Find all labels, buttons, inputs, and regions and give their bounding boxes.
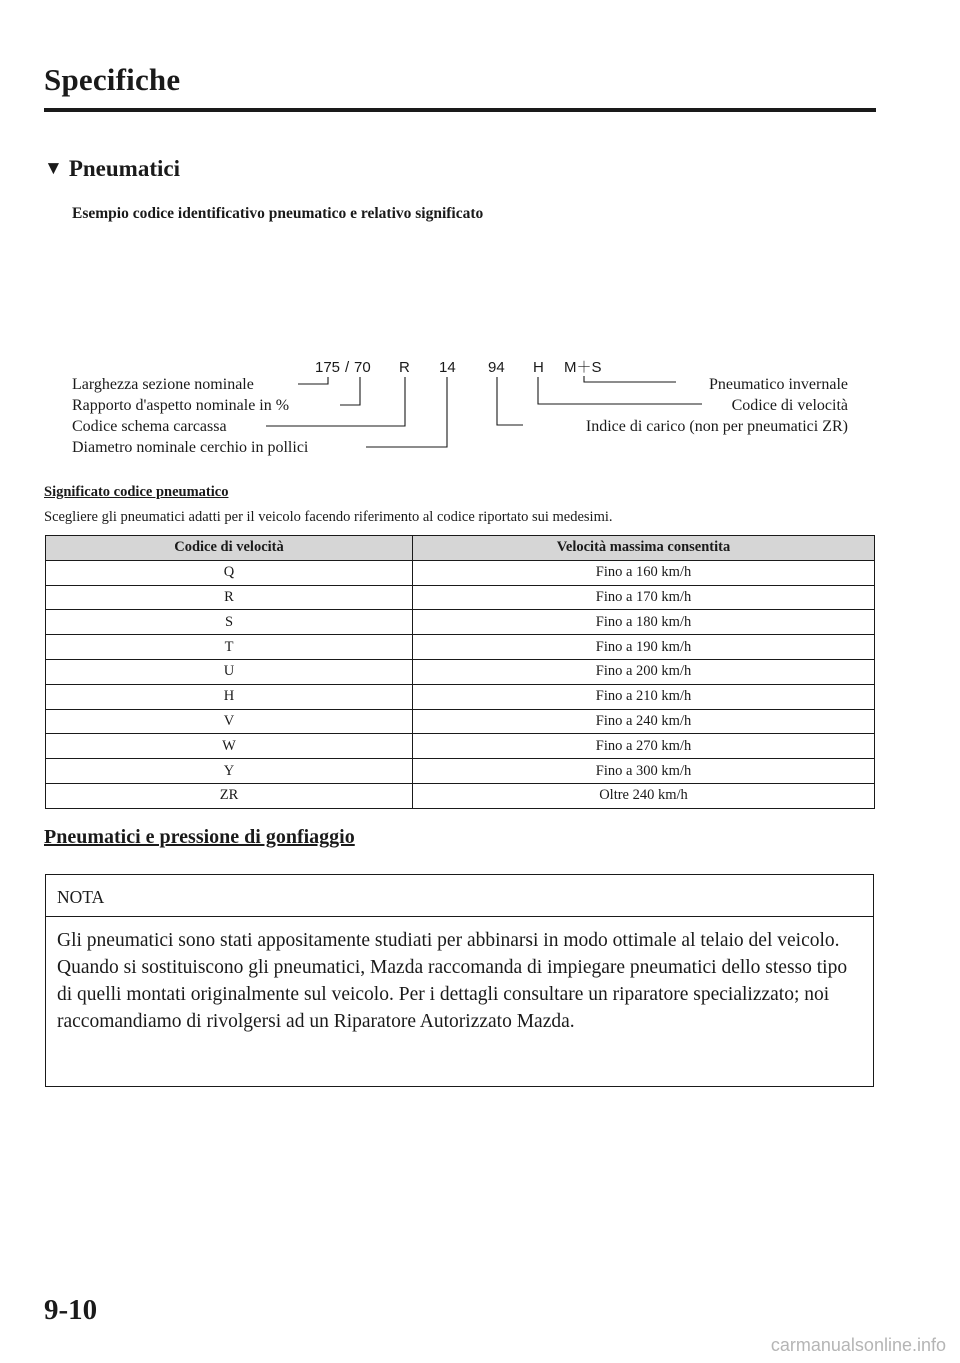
speed-code-table bbox=[45, 535, 875, 809]
code-175: 175 bbox=[315, 359, 341, 376]
code-slash: / bbox=[345, 359, 350, 376]
label-rim-diameter: Diametro nominale cerchio in pollici bbox=[72, 439, 309, 456]
page-number: 9-10 bbox=[44, 1294, 98, 1326]
tire-code-diagram bbox=[0, 340, 960, 465]
label-aspect-ratio: Rapporto d'aspetto nominale in % bbox=[72, 397, 290, 414]
label-load-index: Indice di carico (non per pneumatici ZR) bbox=[585, 418, 848, 435]
max-speed-cell: Fino a 210 km/h bbox=[413, 684, 875, 709]
section-title-text: Pneumatici bbox=[68, 156, 180, 181]
speed-code-cell: T bbox=[46, 635, 413, 660]
label-speed-code: Codice di velocità bbox=[731, 397, 848, 414]
note-paragraph: Quando si sostituiscono gli pneumatici, Mazda raccomanda di impiegare pneumatici dello stesso tipo di quelli montati originalmente sul veicolo. Per i dettagli consultare un riparatore specializzato; noi raccomandiamo di rivolgersi ad un Riparatore Autorizzato Mazda. bbox=[57, 957, 848, 1032]
table-row bbox=[46, 635, 875, 660]
column-header-speed-code: Codice di velocità bbox=[46, 536, 413, 561]
label-section-width: Larghezza sezione nominale bbox=[72, 376, 254, 393]
max-speed-cell: Fino a 180 km/h bbox=[413, 610, 875, 635]
table-row bbox=[46, 610, 875, 635]
triangle-down-icon: ▼ bbox=[44, 158, 63, 179]
code-94: 94 bbox=[488, 359, 505, 376]
table-row bbox=[46, 585, 875, 610]
max-speed-cell: Fino a 300 km/h bbox=[413, 759, 875, 784]
speed-code-cell: Q bbox=[46, 560, 413, 585]
table-header-row bbox=[46, 536, 875, 561]
leader-winter bbox=[584, 376, 676, 382]
code-70: 70 bbox=[354, 359, 371, 376]
max-speed-cell: Fino a 190 km/h bbox=[413, 635, 875, 660]
speed-code-cell: Y bbox=[46, 759, 413, 784]
table-row bbox=[46, 759, 875, 784]
max-speed-cell: Fino a 170 km/h bbox=[413, 585, 875, 610]
speed-code-cell: W bbox=[46, 734, 413, 759]
speed-code-cell: ZR bbox=[46, 783, 413, 808]
section-title bbox=[44, 156, 180, 182]
table-row bbox=[46, 734, 875, 759]
label-winter-tire: Pneumatico invernale bbox=[708, 376, 848, 393]
note-body bbox=[46, 917, 873, 1035]
note-box bbox=[45, 874, 874, 1087]
leader-rim bbox=[366, 377, 447, 447]
max-speed-cell: Fino a 160 km/h bbox=[413, 560, 875, 585]
meaning-text: Scegliere gli pneumatici adatti per il veicolo facendo riferimento al codice riportato sui medesimi. bbox=[44, 509, 613, 525]
code-14: 14 bbox=[439, 359, 456, 376]
code-r: R bbox=[399, 359, 410, 376]
column-header-max-speed: Velocità massima consentita bbox=[413, 536, 875, 561]
note-paragraph: Gli pneumatici sono stati appositamente studiati per abbinarsi in modo ottimale al telaio del veicolo. bbox=[57, 930, 840, 951]
max-speed-cell: Fino a 240 km/h bbox=[413, 709, 875, 734]
example-caption: Esempio codice identificativo pneumatico e relativo significato bbox=[72, 205, 484, 222]
speed-code-cell: R bbox=[46, 585, 413, 610]
meaning-title: Significato codice pneumatico bbox=[44, 484, 229, 500]
leader-speed bbox=[538, 377, 702, 404]
page-header-title: Specifiche bbox=[44, 62, 181, 97]
max-speed-cell: Fino a 200 km/h bbox=[413, 659, 875, 684]
leader-load bbox=[497, 377, 523, 425]
speed-code-cell: V bbox=[46, 709, 413, 734]
leader-width bbox=[298, 377, 328, 384]
table-row bbox=[46, 783, 875, 808]
max-speed-cell: Fino a 270 km/h bbox=[413, 734, 875, 759]
watermark-link[interactable]: carmanualsonline.info bbox=[770, 1335, 946, 1355]
table-row bbox=[46, 684, 875, 709]
table-row bbox=[46, 560, 875, 585]
speed-code-cell: S bbox=[46, 610, 413, 635]
table-row bbox=[46, 659, 875, 684]
header-divider bbox=[44, 108, 876, 112]
table-row bbox=[46, 709, 875, 734]
subsection-title: Pneumatici e pressione di gonfiaggio bbox=[44, 826, 355, 848]
label-carcass: Codice schema carcassa bbox=[72, 418, 227, 435]
note-heading: NOTA bbox=[46, 875, 873, 917]
speed-code-cell: H bbox=[46, 684, 413, 709]
code-ms: M＋S bbox=[564, 359, 602, 376]
speed-code-cell: U bbox=[46, 659, 413, 684]
leader-aspect bbox=[340, 377, 360, 405]
code-h: H bbox=[533, 359, 544, 376]
max-speed-cell: Oltre 240 km/h bbox=[413, 783, 875, 808]
